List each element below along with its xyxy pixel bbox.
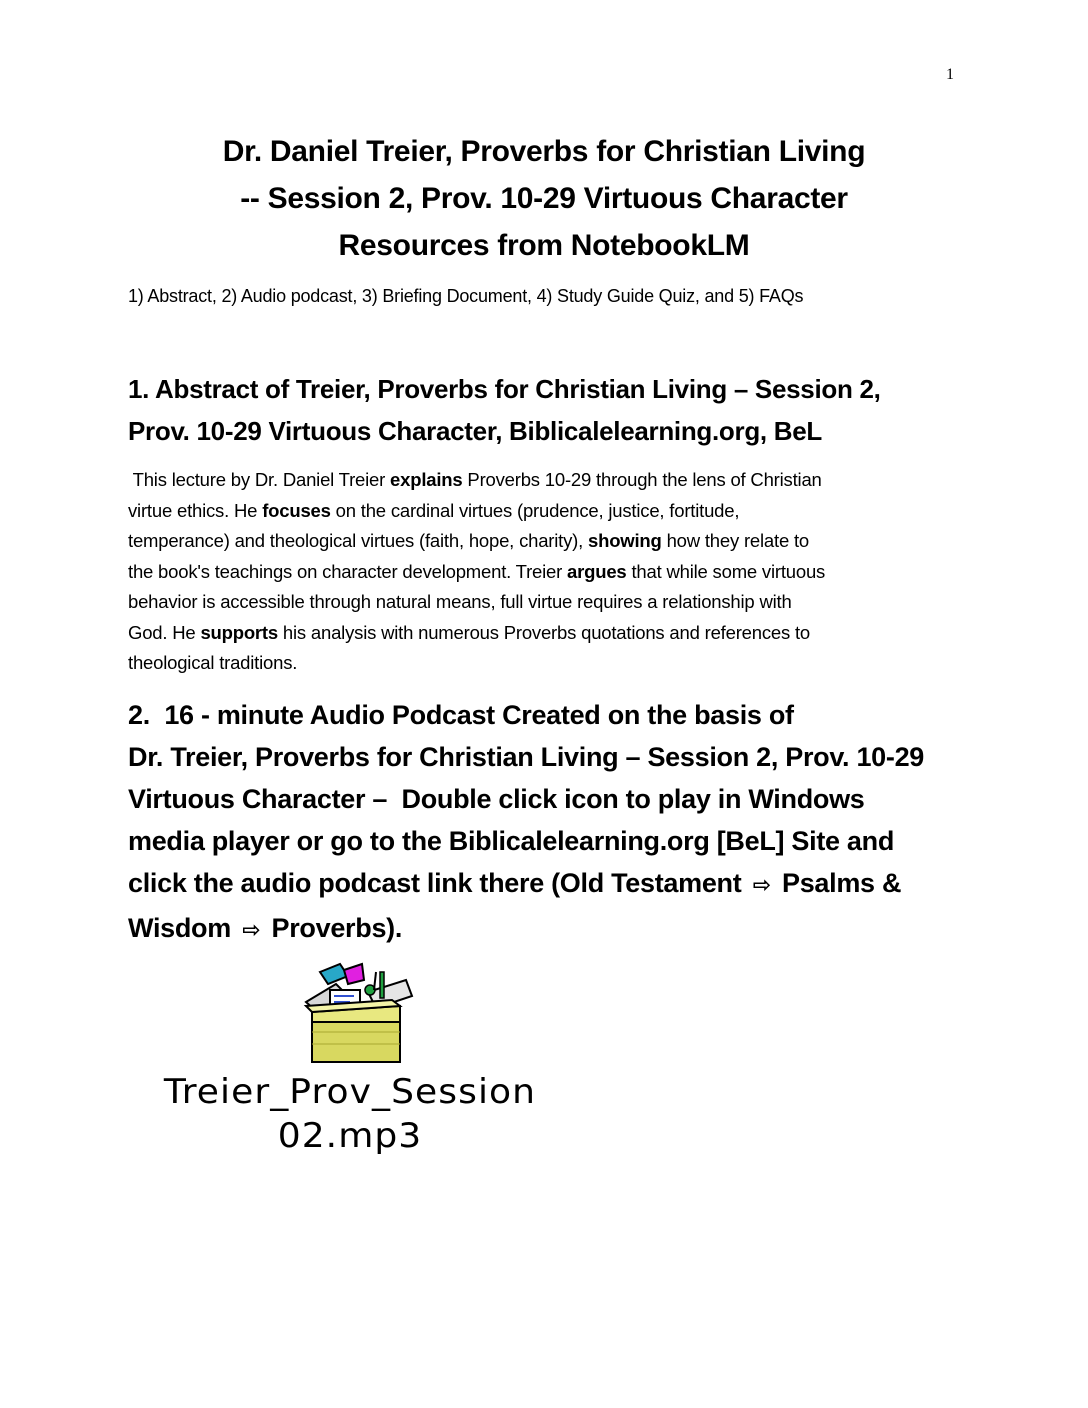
abstract-line: virtue ethics. He focuses on the cardinal virtues (prudence, justice, fortitude, [128, 499, 740, 521]
right-arrow-icon: ⇨ [242, 918, 261, 943]
abstract-line: the book's teachings on character development. Treier argues that while some virtuous [128, 560, 826, 582]
section-1-heading [128, 368, 968, 452]
section-2-line-5: click the audio podcast link there (Old Testament ⇨ Psalms & [128, 862, 968, 907]
embedded-audio-file[interactable] [130, 962, 570, 1158]
page-number: 1 [946, 66, 954, 83]
section-2-line-4: media player or go to the Biblicalelearning.org [BeL] Site and [128, 826, 895, 856]
abstract-paragraph [128, 465, 958, 679]
title-line-1: Dr. Daniel Treier, Proverbs for Christian Living [222, 135, 866, 168]
section-1-heading-line-1: 1. Abstract of Treier, Proverbs for Christian Living – Session 2, [128, 374, 881, 404]
contents-line: 1) Abstract, 2) Audio podcast, 3) Briefing Document, 4) Study Guide Quiz, and 5) FAQs [128, 286, 804, 306]
abstract-line: This lecture by Dr. Daniel Treier explains Proverbs 10-29 through the lens of Christian [128, 469, 822, 490]
audio-file-label-line-2: 02.mp3 [277, 1116, 423, 1156]
package-icon[interactable] [284, 962, 418, 1066]
audio-file-label[interactable] [117, 1070, 583, 1158]
abstract-line: theological traditions. [128, 652, 298, 673]
title-line-2: -- Session 2, Prov. 10-29 Virtuous Character [240, 182, 848, 215]
section-2-heading [128, 694, 968, 952]
title-line-3: Resources from NotebookLM [338, 229, 750, 262]
right-arrow-icon: ⇨ [752, 873, 771, 898]
section-2-line-3: Virtuous Character – Double click icon to play in Windows [128, 784, 865, 814]
section-2-line-1: 2. 16 - minute Audio Podcast Created on the basis of [128, 700, 794, 730]
abstract-line: God. He supports his analysis with numerous Proverbs quotations and references to [128, 621, 810, 643]
abstract-line: temperance) and theological virtues (faith, hope, charity), showing how they relate to [128, 530, 809, 551]
audio-file-label-line-1: Treier_Prov_Session [163, 1072, 537, 1112]
abstract-line: behavior is accessible through natural means, full virtue requires a relationship with [128, 591, 792, 612]
section-1-heading-line-2: Prov. 10-29 Virtuous Character, Biblicalelearning.org, BeL [128, 416, 822, 446]
document-title [128, 128, 960, 269]
section-2-line-6: Wisdom ⇨ Proverbs). [128, 907, 968, 952]
section-2-line-2: Dr. Treier, Proverbs for Christian Living – Session 2, Prov. 10-29 [128, 742, 925, 772]
